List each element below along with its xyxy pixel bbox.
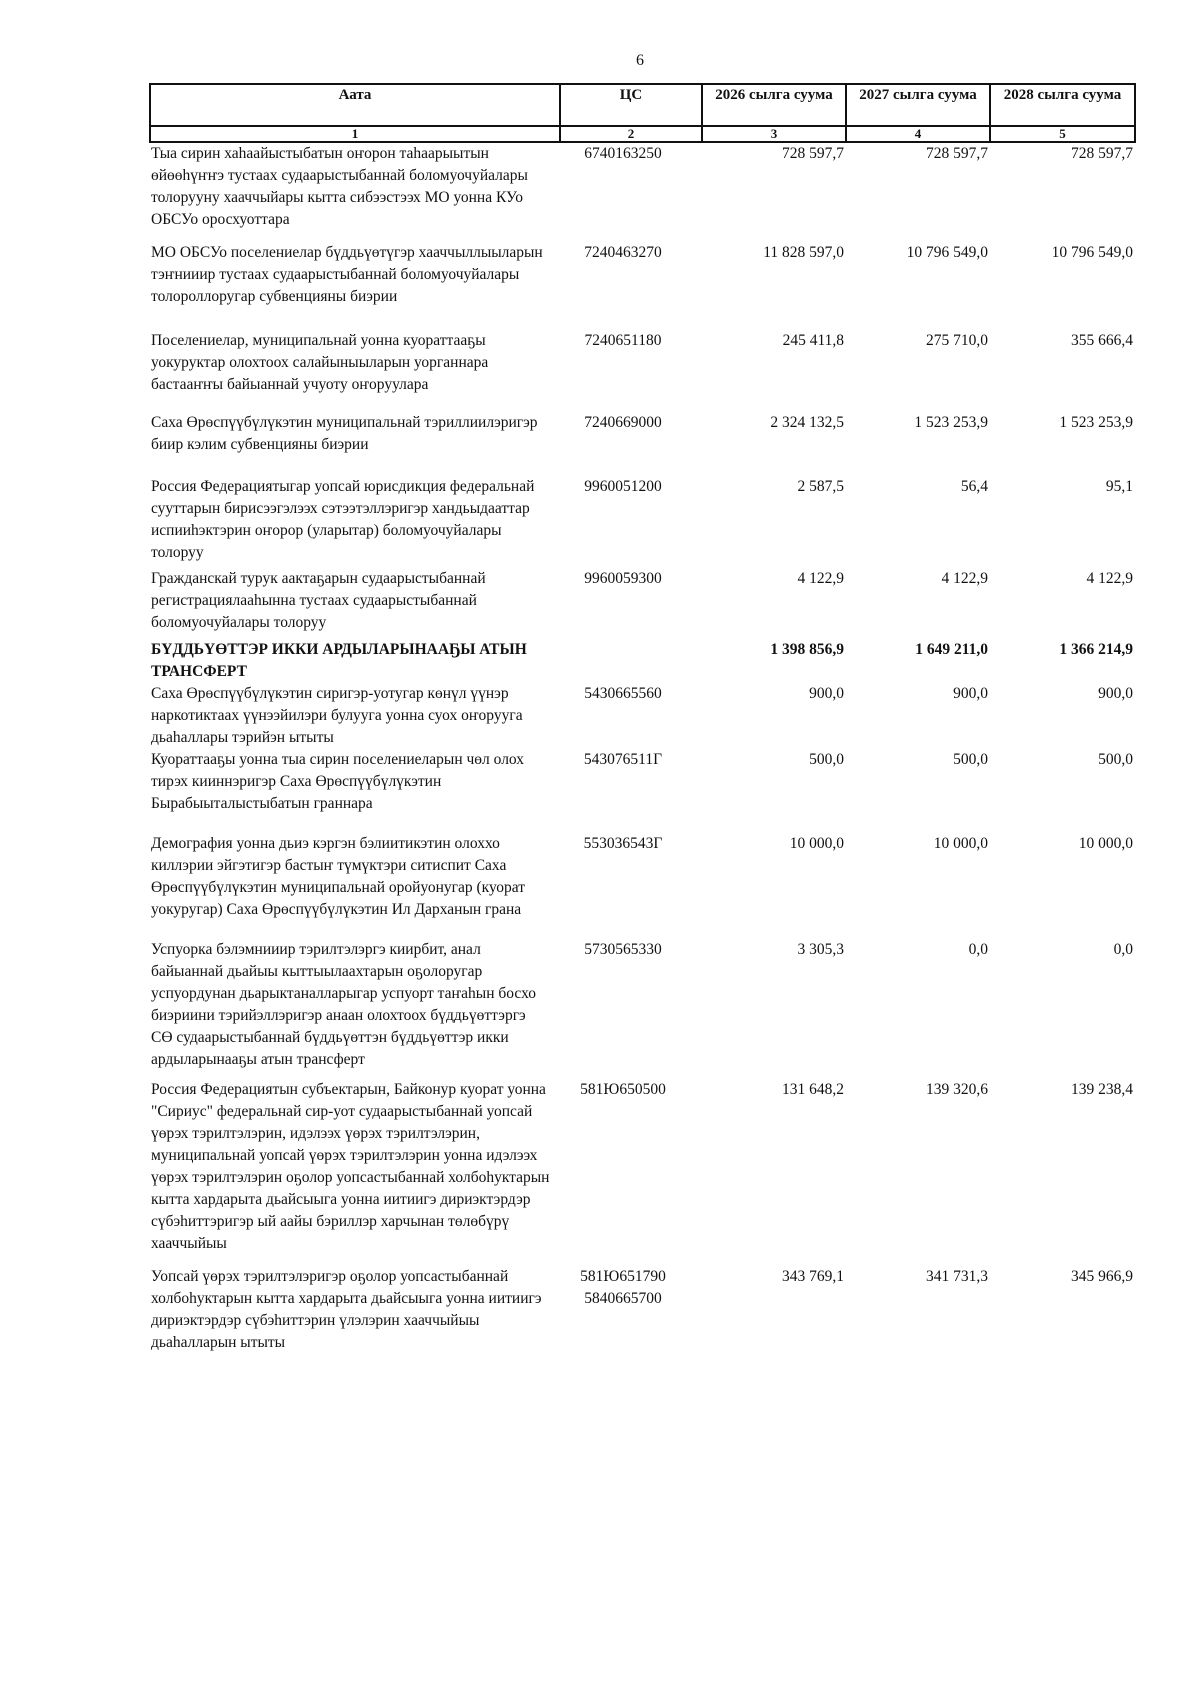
row-name: Гражданскай турук аактаҕарын судаарыстыбаннай регистрациялааһынна тустаах судаарыстыбаннай боломуочуйалары толоруу <box>151 570 486 631</box>
row-amount-2027: 0,0 <box>968 941 988 958</box>
row-amount-2027: 1 649 211,0 <box>915 641 988 658</box>
row-name: Россия Федерациятын субъектарын, Байконур куорат уонна "Сириус" федеральнай сир-уот судаарыстыбаннай уопсай үөрэх тэрилтэлэрин, идэлээх үөрэх тэрилтэлэрин, муниципальнай уопсай үөрэх тэрилтэлэрин уонна идэлээх үөрэх тэрилтэлэрин оҕолор уопсастыбаннай холбоһуктарын кытта хардарыта дьайсыыга уонна иитиигэ дириэктэрдэр сүбэһиттэригэр ый аайы бэриллэр харчынан төлөбүрү хааччыйыы <box>151 1081 550 1252</box>
row-amount-2028: 1 366 214,9 <box>1059 641 1133 658</box>
row-name: МО ОБСУо поселениелар бүддьүөтүгэр хааччыллыыларын тэҥнииир тустаах судаарыстыбаннай боломуочуйалары толороллоругар субвенцияны биэрии <box>151 244 543 305</box>
row-amount-2026: 2 587,5 <box>797 478 844 495</box>
column-number: 5 <box>990 126 1135 142</box>
row-code <box>560 749 702 833</box>
row-amount-2027: 139 320,6 <box>926 1081 988 1098</box>
table-row <box>150 1266 1135 1358</box>
row-name: Саха Өрөспүүбүлүкэтин муниципальнай тэриллиилэригэр биир кэлим субвенцияны биэрии <box>151 414 538 453</box>
row-amount-2027: 500,0 <box>953 751 988 768</box>
row-name: Тыа сирин хаһаайыстыбатын оҥорон таһаарыытын өйөөһүҥҥэ тустаах судаарыстыбаннай боломуочуйалары толорууну хааччыйары кытта сибээстээх МО уонна КУо ОБСУо оросхуоттара <box>151 145 528 228</box>
row-code <box>560 939 702 1079</box>
row-amount-2026: 11 828 597,0 <box>763 244 844 261</box>
row-amount-2026: 728 597,7 <box>782 145 844 162</box>
row-amount-2026: 131 648,2 <box>782 1081 844 1098</box>
row-code-line: 9960059300 <box>584 570 662 587</box>
header-name: Аата <box>150 84 560 126</box>
table-row <box>150 568 1135 639</box>
row-code <box>560 142 702 242</box>
row-amount-2028: 4 122,9 <box>1086 570 1133 587</box>
row-amount-2026: 343 769,1 <box>782 1268 844 1285</box>
row-amount-2027: 900,0 <box>953 685 988 702</box>
row-code-line: 581Ю651790 <box>580 1268 666 1285</box>
row-code-line: 5730565330 <box>584 941 662 958</box>
table-row <box>150 330 1135 412</box>
row-code-line: 7240463270 <box>584 244 662 261</box>
row-amount-2028: 900,0 <box>1098 685 1133 702</box>
row-amount-2027: 728 597,7 <box>926 145 988 162</box>
header-code: ЦС <box>560 84 702 126</box>
row-code <box>560 412 702 476</box>
header-2026: 2026 сылга суума <box>702 84 846 126</box>
row-code <box>560 1266 702 1358</box>
row-name: Поселениелар, муниципальнай уонна куораттааҕы уокуруктар олохтоох салайыныыларын уорганнара бастааҥҥы байыаннай учуоту оҥоруулара <box>151 332 489 393</box>
table-row <box>150 683 1135 749</box>
row-amount-2027: 56,4 <box>960 478 988 495</box>
table-row <box>150 242 1135 330</box>
column-number: 1 <box>150 126 560 142</box>
column-number: 4 <box>846 126 990 142</box>
row-amount-2026: 245 411,8 <box>782 332 844 349</box>
row-code <box>560 242 702 330</box>
row-code-line: 581Ю650500 <box>580 1081 666 1098</box>
row-code-line: 543076511Г <box>583 751 663 768</box>
row-code <box>560 639 702 683</box>
column-number: 3 <box>702 126 846 142</box>
row-code <box>560 683 702 749</box>
row-code <box>560 568 702 639</box>
row-amount-2026: 2 324 132,5 <box>770 414 844 431</box>
row-amount-2027: 1 523 253,9 <box>914 414 988 431</box>
row-code-line: 553036543Г <box>583 835 663 852</box>
row-code-line: 6740163250 <box>584 145 662 162</box>
table-body <box>150 142 1135 1358</box>
row-code <box>560 1079 702 1266</box>
row-code-line: 9960051200 <box>584 478 662 495</box>
row-amount-2028: 1 523 253,9 <box>1059 414 1133 431</box>
row-amount-2028: 139 238,4 <box>1071 1081 1133 1098</box>
table-row <box>150 939 1135 1079</box>
row-name: Куораттааҕы уонна тыа сирин поселениеларын чөл олох тирэх кииннэригэр Саха Өрөспүүбүлүкэтин Бырабыыталыстыбатын граннара <box>151 751 525 812</box>
row-amount-2027: 10 000,0 <box>933 835 988 852</box>
row-code-line: 7240651180 <box>584 332 662 349</box>
row-amount-2028: 345 966,9 <box>1071 1268 1133 1285</box>
column-number: 2 <box>560 126 702 142</box>
table-row <box>150 1079 1135 1266</box>
row-name: Успуорка бэлэмнииир тэрилтэлэргэ киирбит, анал байыаннай дьайыы кыттыылаахтарын оҕолоругар успуордунан дьарыктаналларыгар успуорт таҥаһын босхо биэриини тэрийэллэригэр анаан олохтоох бүддьүөттэргэ СӨ судаарыстыбаннай бүддьүөттэн бүддьүөттэр икки ардыларынааҕы атын трансферт <box>151 941 536 1068</box>
row-name: Демография уонна дьиэ кэргэн бэлиитикэтин олоххо киллэрии эйгэтигэр бастыҥ түмүктэри ситиспит Саха Өрөспүүбүлүкэтин муниципальнай оройуонугар (куорат уокуругар) Саха Өрөспүүбүлүкэтин Ил Дарханын грана <box>151 835 526 918</box>
table-row <box>150 476 1135 568</box>
table-row <box>150 833 1135 939</box>
row-amount-2028: 355 666,4 <box>1071 332 1133 349</box>
page-number: 6 <box>636 52 644 69</box>
row-amount-2028: 10 796 549,0 <box>1051 244 1133 261</box>
row-amount-2026: 4 122,9 <box>797 570 844 587</box>
row-code-line: 5430665560 <box>584 685 662 702</box>
row-amount-2027: 4 122,9 <box>941 570 988 587</box>
row-amount-2028: 500,0 <box>1098 751 1133 768</box>
row-amount-2028: 10 000,0 <box>1078 835 1133 852</box>
row-code-line: 5840665700 <box>584 1290 662 1307</box>
row-name: Россия Федерациятыгар уопсай юрисдикция федеральнай сууттарын бирисээгэлээх сэтээтэллэригэр хандьыдааттар испииһэктэрин оҥорор (уларытар) боломуочуйалары толоруу <box>151 478 535 561</box>
row-amount-2026: 900,0 <box>809 685 844 702</box>
row-amount-2027: 275 710,0 <box>926 332 988 349</box>
row-name: Уопсай үөрэх тэрилтэлэригэр оҕолор уопсастыбаннай холбоһуктарын кытта хардарыта дьайсыыга уонна иитиигэ дириэктэрдэр сүбэһиттэрин үлэлэрин хааччыйыы дьаһалларын ытыты <box>151 1268 542 1351</box>
row-code <box>560 833 702 939</box>
row-code <box>560 330 702 412</box>
row-amount-2026: 1 398 856,9 <box>770 641 844 658</box>
row-amount-2028: 728 597,7 <box>1071 145 1133 162</box>
row-code-line: 7240669000 <box>584 414 662 431</box>
row-amount-2026: 3 305,3 <box>797 941 844 958</box>
row-code <box>560 476 702 568</box>
row-amount-2027: 341 731,3 <box>926 1268 988 1285</box>
row-amount-2028: 95,1 <box>1105 478 1133 495</box>
row-amount-2027: 10 796 549,0 <box>906 244 988 261</box>
table-header <box>150 84 1135 142</box>
row-name: БҮДДЬҮӨТТЭР ИККИ АРДЫЛАРЫНААҔЫ АТЫН ТРАНСФЕРТ <box>151 641 527 680</box>
budget-table <box>149 83 1136 1358</box>
table-row <box>150 639 1135 683</box>
row-amount-2028: 0,0 <box>1113 941 1133 958</box>
table-row <box>150 142 1135 242</box>
header-2028: 2028 сылга суума <box>990 84 1135 126</box>
row-name: Саха Өрөспүүбүлүкэтин сиригэр-уотугар көнүл үүнэр наркотиктаах үүнээйилэри булууга уонна суох оҥорууга дьаһаллары тэрийэн ытыты <box>151 685 523 746</box>
header-2027: 2027 сылга суума <box>846 84 990 126</box>
row-amount-2026: 10 000,0 <box>789 835 844 852</box>
table-row <box>150 412 1135 476</box>
row-amount-2026: 500,0 <box>809 751 844 768</box>
table-row <box>150 749 1135 833</box>
